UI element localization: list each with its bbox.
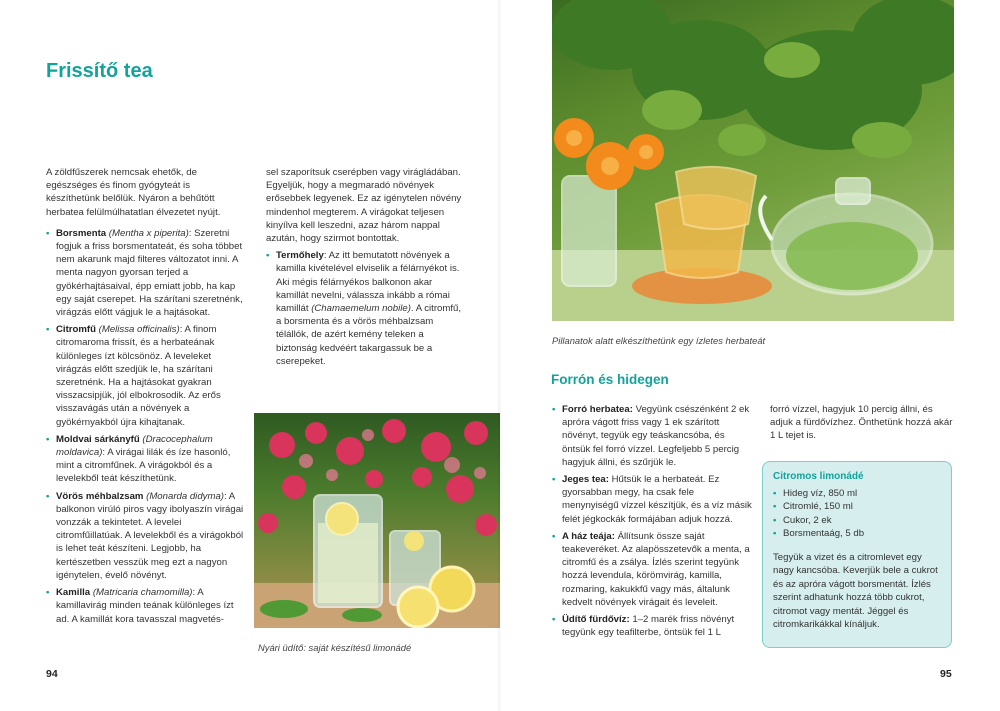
photo-caption: Pillanatok alatt elkészíthetünk egy ízletes herbateát (552, 335, 766, 346)
list-item: • Termőhely: Az itt bemutatott növények a kamilla kivételével elviselik a félárnyékot is. Aki mégis félárnyékos balkonon akar kamillát nevelni, válassza inkább a római kamillát (Chamaemelum nobile). A citromfű, a borsmenta és a vörös méhbalzsam télállók, de azért kemény teleken a biztonság kedvéért takargassuk be a cserepeket. (266, 250, 462, 367)
location-text-b: . A citromfű, a borsmenta és a vörös méhbalzsam télállók, de azért kemény teleken a biztonság kedvéért takargassuk be a cserepeket. (276, 303, 462, 367)
text-column-3 (552, 403, 752, 643)
page-title: Frissítő tea (46, 60, 153, 82)
method-list (552, 403, 752, 639)
page-number: 95 (940, 668, 952, 680)
ingredient-item: • Cukor, 2 ek (773, 514, 832, 526)
ingredient-item: • Hideg víz, 850 ml (773, 487, 858, 499)
list-item: • Jeges tea: Hűtsük le a herbateát. Ez gyorsabban megy, ha csak fele menynyiségű vízzel készítjük, és a víz másik felét jégkockák formájában adjuk hozzá. (552, 474, 752, 525)
list-item: • Citromfű (Melissa officinalis): A finom citromaroma frissít, és a herbateának különleges ízt kölcsönöz. A leveleket virágzás előtt szedjük le, ha szárítani szeretnénk. Ha a hajtásokat gyakran visszacsipjük, jól elbokrosodik. Az erős visszavágás után a növények a gyökérnyakból újra kihajtanak. (46, 324, 221, 428)
list-item: • Kamilla (Matricaria chamomilla): A kamillavirág minden teának különleges ízt ad. A kamillát kora tavasszal magvetés- (46, 587, 234, 625)
method-text: Vegyünk csészénként 2 ek apróra vágott friss vagy 1 ek szárított növényt, tegyük egy teáskancsóba, és öntsük fel forró vízzel. Legfeljebb 5 percig hagyjuk állni, és szűrjük le. (562, 404, 750, 468)
latin-name: (Dracocephalum moldavica) (56, 433, 213, 459)
latin-name: (Matricaria chamomilla) (92, 587, 193, 599)
list-item: • Vörös méhbalzsam (Monarda didyma): A balkonon virúló piros vagy ibolyaszín virágai vonzzák a tekintetet. A levelei citromfűillatúak. A levelekből és a virágokból is lehet teát készíteni. Legjobb, ha kertészetben vesszük meg ezt a nagyon igénytelen, évelő növényt. (46, 490, 244, 581)
intro-paragraph: A zöldfűszerek nemcsak ehetők, de egészséges és finom gyógyteát is készíthetünk belőlük. Nyáron a behűtött herbatea felülmúlhatatlan élvezetet nyújt. (46, 167, 221, 218)
lemonade-illustration (254, 413, 500, 628)
text-column-1 (46, 166, 246, 630)
continued-paragraph: forró vízzel, hagyjuk 10 percig állni, és adjuk a fürdővízhez. Önthetünk hozzá akár 1 L tejet is. (770, 404, 953, 442)
herb-text: : A balkonon virúló piros vagy ibolyaszín virágai vonzzák a tekintetet. A levelei citromfűillatúak. A levelekből és a virágokból is lehet teát készíteni. Legjobb, ha kertészetben vesszük meg ezt a nagyon igénytelen, évelő növényt. (56, 490, 244, 581)
recipe-title: Citromos limonádé (773, 471, 864, 482)
method-name: Üdítő fürdővíz: (562, 614, 630, 626)
herb-name: Borsmenta (56, 227, 107, 239)
tea-illustration (552, 0, 954, 321)
method-text: Hűtsük le a herbateát. Ez gyorsabban megy, ha csak fele menynyiségű vízzel készítjük, és a víz másik felét jégkockák formájában adjuk hozzá. (562, 474, 752, 525)
ingredient-text: Borsmentaág, 5 db (783, 528, 865, 539)
herb-name: Kamilla (56, 587, 91, 599)
list-item: • Forró herbatea: Vegyünk csészénként 2 ek apróra vágott friss vagy 1 ek szárított növényt, tegyük egy teáskancsóba, és öntsük fel forró vízzel. Legfeljebb 5 percig hagyjuk állni, és szűrjük le. (552, 404, 750, 468)
ingredient-text: Hideg víz, 850 ml (783, 487, 858, 499)
latin-name: (Melissa officinalis) (98, 324, 180, 336)
herb-list (46, 227, 246, 626)
latin-name: (Chamaemelum nobile) (311, 303, 411, 315)
herb-text: : A finom citromaroma frissít, és a herbateának különleges ízt kölcsönöz. A leveleket virágzás előtt szedjük le, ha szárítani szeretnénk. Ha a hajtásokat gyakran visszacsipjük, jól elbokrosodik. Az erős visszavágás után a növények a gyökérnyakból újra kihajtanak. (56, 324, 221, 428)
photo-caption: Nyári üdítő: saját készítésű limonádé (258, 642, 412, 653)
method-name: A ház teája: (562, 530, 615, 542)
list-item: • Borsmenta (Mentha x piperita): Szeretni fogjuk a friss borsmentateát, és soha többet nem akarunk majd filteres változatot inni. A menta nagyon gyorsan terjed a gyökérhajtásaival, épp emiatt jobb, ha kap egy saját cserepet. Ha szárítani szeretnénk, virágzás előtt vágjuk le a hajtásokat. (46, 227, 243, 319)
ingredient-item: • Borsmentaág, 5 db (773, 528, 865, 539)
latin-name: (Monarda didyma) (146, 490, 224, 502)
herb-name: Vörös méhbalzsam (56, 490, 144, 502)
text-column-2 (266, 166, 464, 372)
section-title: Forrón és hidegen (551, 372, 669, 387)
ingredient-list (773, 487, 941, 541)
herbal-tea-photo (552, 0, 954, 321)
location-heading: Termőhely (276, 250, 324, 262)
method-text: 1–2 marék friss növényt tegyünk egy teafilterbe, öntsük fel 1 L (562, 614, 735, 639)
list-item: • A ház teája: Állítsunk össze saját teakeveréket. Az alapösszetevők a menta, a citromfű és a zsálya. Ízlés szerint tegyünk hozzá levendula, körömvirág, kamilla, rozmaring, kakukkfű vagy más, általunk kedvelt növények virágait és leveleit. (552, 530, 750, 608)
continued-paragraph: sel szaporítsuk cserépben vagy virágládában. Egyeljük, hogy a megmaradó növények erősebbek legyenek. Ez az igénytelen növény mindenhol megterem. A virágokat teljesen kinyílva kell leszedni, azaz három nappal azután, hogy szirmot bontottak. (266, 167, 462, 245)
list-item: • Üdítő fürdővíz: 1–2 marék friss növényt tegyünk egy teafilterbe, öntsük fel 1 L (552, 614, 735, 639)
method-name: Jeges tea: (562, 474, 609, 486)
herb-name: Moldvai sárkányfű (56, 433, 140, 445)
text-column-4 (770, 403, 956, 451)
page-number: 94 (46, 668, 58, 680)
recipe-box (762, 461, 952, 648)
lemonade-photo (254, 413, 500, 628)
list-item: • Moldvai sárkányfű (Dracocephalum moldavica): A virágai lilák és íze hasonló, mint a citromfűnek. A virágokból és a levelekből teát készíthetünk. (46, 433, 231, 485)
method-text: Állítsunk össze saját teakeveréket. Az alapösszetevők a menta, a citromfű és a zsálya. Ízlés szerint tegyünk hozzá levendula, körömvirág, kamilla, rozmaring, kakukkfű vagy más, általunk kedvelt növények virágait és leveleit. (562, 530, 750, 608)
latin-name: (Mentha x piperita) (108, 227, 189, 239)
ingredient-text: Citromlé, 150 ml (783, 501, 853, 512)
method-name: Forró herbatea: (562, 404, 633, 415)
ingredient-text: Cukor, 2 ek (783, 514, 832, 526)
herb-text: : A virágai lilák és íze hasonló, mint a citromfűnek. A virágokból és a levelekből teát készíthetünk. (56, 447, 231, 485)
herb-text: : A kamillavirág minden teának különleges ízt ad. A kamillát kora tavasszal magvetés- (56, 587, 234, 625)
location-list (266, 249, 464, 368)
location-text-a: : Az itt bemutatott növények a kamilla kivételével elviselik a félárnyékot is. Aki mégis félárnyékos balkonon akar kamillát nevelni, válassza inkább a római kamillát (276, 250, 460, 315)
recipe-instructions: Tegyük a vizet és a citromlevet egy nagy kancsóba. Keverjük bele a cukrot és az apróra vágott borsmentát. Ízlés szerint adhatunk hozzá több cukrot, citromot vagy mentát. Jéggel és citromkarikákkal kínáljuk. (773, 551, 938, 630)
herb-text: : Szeretni fogjuk a friss borsmentateát, és soha többet nem akarunk majd filteres változatot inni. A menta nagyon gyorsan terjed a gyökérhajtásaival, épp emiatt jobb, ha kap egy saját cserepet. Ha szárítani szeretnénk, virágzás előtt vágjuk le a hajtásokat. (56, 227, 243, 319)
herb-name: Citromfű (56, 324, 96, 336)
ingredient-item: • Citromlé, 150 ml (773, 501, 853, 512)
